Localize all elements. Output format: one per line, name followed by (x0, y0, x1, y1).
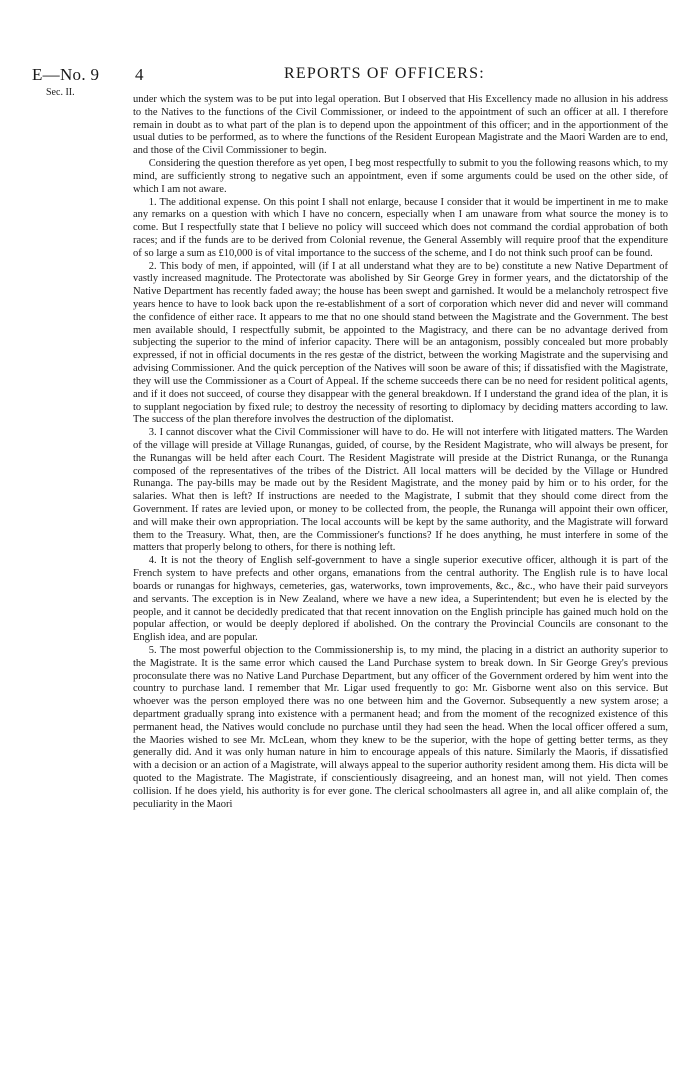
section-label: Sec. II. (46, 87, 75, 98)
paragraph-2-department: 2. This body of men, if appointed, will (if I at all understand what they are to be) constitute a new Native Department of vastly increased magnitude. The Protectorate was abolished by Sir George Grey in former years, and the dictatorship of the Native Department has recently faded away; the house has been swept and garnished. It would be a melancholy retrospect five years hence to have to look back upon the re-establishment of a sort of corporation which never did and never will command the confidence of either race. It appears to me that no one should stand between the Magistrate and the Government. The best men available should, I respectfully submit, be appointed to the Magistracy, and there can be no advantage derived from subjecting the superior to the mind of inferior capacity. There will be an antagonism, possibly concealed but more probably expressed, if not in official documents in the res gestæ of the district, between the working Magistrate and the supervising and advising Commissioner. And the quick perception of the Natives will soon be aware of this; if dissatisfied with the Magistrate, they will use the Commissioner as a Court of Appeal. If the scheme succeeds there can be no need for resident political agents, and if it does not succeed, of course they disappear with the general breakdown. If I understand the grand idea of the plan, it is to supplant negociation by fixed rule; to destroy the necessity of resorting to diplomacy by deciding matters according to law. The success of the plan therefore involves the destruction of the diplomatist. (133, 260, 668, 426)
page-number: 4 (135, 65, 144, 84)
document-reference: E—No. 9 (32, 65, 100, 84)
body-text (133, 94, 668, 812)
paragraph-5-objection: 5. The most powerful objection to the Commissionership is, to my mind, the placing in a district an authority superior to the Magistrate. It is the same error which caused the Land Purchase system to break down. In Sir George Grey's previous proconsulate there was no Native Land Purchase Department, but any officer of the Government ordered by him went into the country to purchase land. I remember that Mr. Ligar used frequently to go: Mr. Gisborne went also on this service. But whoever was the person employed there was no one between him and the Governor. Subsequently a new system arose; a department gradually sprang into existence with a permanent head; and from the moment of the recognized existence of this permanent head, the Natives would conclude no purchase until they had seen the head. When the local officer offered a sum, the Maories wished to see Mr. McLean, whom they knew to be the superior, with the hope of getting better terms, as they generally did. And it was only human nature in him to encourage appeals of this nature. Similarly the Maoris, if dissatisfied with a decision or an action of a Magistrate, will always appeal to the superior authority resident among them. His dicta will be quoted to the Magistrate. The Magistrate, if conscientiously disagreeing, and an honest man, will not yield. Then comes collision. If he does yield, his authority is for ever gone. The clerical schoolmasters all agree in, and all alike complain of, the peculiarity in the Maori (133, 644, 668, 810)
paragraph-1-expense: 1. The additional expense. On this point I shall not enlarge, because I consider that it would be impertinent in me to make any remarks on a question with which I have no concern, especially when I am unaware from what source the money is to come. But I respectfully state that I believe no policy will succeed which does not command the cordial approbation of both races; and if the funds are to be derived from Colonial revenue, the General Assembly will require proof that the expenditure of so large a sum as £10,000 is of vital importance to the success of the scheme, and I do not think such proof can be found. (133, 196, 668, 259)
paragraph-considering: Considering the question therefore as yet open, I beg most respectfully to submit to you the following reasons which, to my mind, are sufficiently strong to negative such an appointment, even if some arguments could be used on the other side, of which I am not aware. (133, 158, 668, 195)
paragraph-3-functions: 3. I cannot discover what the Civil Commissioner will have to do. He will not interfere with litigated matters. The Warden of the village will preside at Village Runangas, guided, of course, by the Resident Magistrate, who will always be present, for the Runangas will be held after each Court. The Resident Magistrate will preside at the District Runanga, or the Runanga composed of the representatives of the tribes of the District. All local matters will be decided by the Village or Hundred Runanga. The pay-bills may be made out by the Resident Magistrate, and the money paid by him or to his order, for the salaries. What then is left? If instructions are needed to the Magistrate, I submit that they should come direct from the Government. If rates are levied upon, or money to be collected from, the people, the Runanga will appoint their own officer, and will make their own appropriation. The local accounts will be kept by the same authority, and the Magistrate will forward them to the Treasury. What, then, are the Commissioner's functions? If he does anything, he must interfere in some of the matters that properly belong to others, for there is nothing left. (133, 427, 668, 554)
paragraph-4-self-government: 4. It is not the theory of English self-government to have a single superior executive officer, although it is part of the French system to have prefects and other organs, emanations from the central authority. The English rule is to have local boards or runangas for highways, cemeteries, gas, waterworks, town improvements, &c., &c., who have their paid surveyors and servants. The exception is in New Zealand, where we have a new idea, a Superintendent; but even he is elected by the people, and it cannot be decidedly predicated that that recent innovation on the English principle has gained much hold on the popular affection, or would be deeply deplored if abolished. On the contrary the Provincial Councils are consonant to the English idea, and are popular. (133, 555, 668, 644)
page-title: REPORTS OF OFFICERS: (284, 65, 485, 82)
paragraph-intro: under which the system was to be put into legal operation. But I observed that His Excellency made no allusion in his address to the Natives to the functions of the Civil Commissioner, or indeed to the appointment of such an officer at all. I therefore remain in doubt as to what part of the plan is to depend upon the appointment of this officer; and in the apportionment of the usual duties to be performed, as to where the functions of the Resident European Magistrate and the Maori Warden are to end, and those of the Civil Commissioner to begin. (133, 94, 668, 157)
